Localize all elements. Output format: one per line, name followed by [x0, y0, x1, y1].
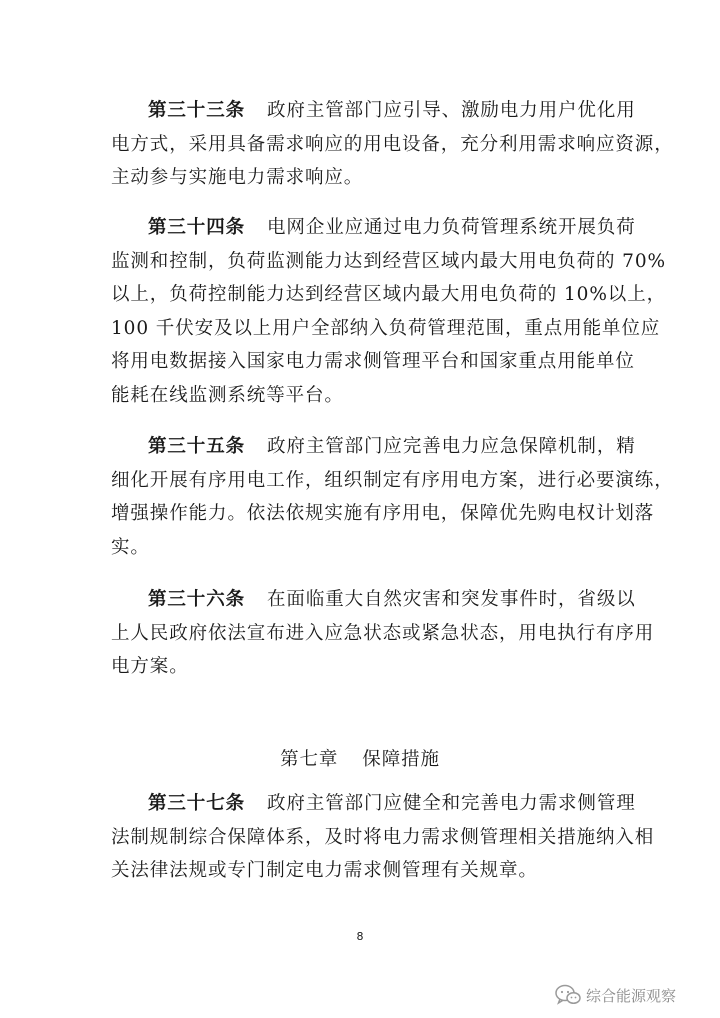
article-label: 第三十六条 — [148, 589, 246, 610]
article-label: 第三十五条 — [148, 436, 246, 457]
chapter-number: 第七章 — [280, 749, 339, 770]
article-33 — [111, 94, 674, 195]
chapter-heading — [0, 745, 720, 775]
article-line: 第三十六条 在面临重大自然灾害和突发事件时，省级以 — [148, 589, 636, 610]
article-line: 第三十三条 政府主管部门应引导、激励电力用户优化用 — [148, 100, 636, 121]
page-number: 8 — [356, 930, 364, 943]
article-line: 能耗在线监测系统等平台。 — [111, 384, 344, 406]
article-line: 100 千伏安及以上用户全部纳入负荷管理范围，重点用能单位应 — [111, 317, 661, 339]
article-line: 上人民政府依法宣布进入应急状态或紧急状态，用电执行有序用 — [111, 622, 655, 644]
article-line: 增强操作能力。依法依规实施有序用电，保障优先购电权计划落 — [111, 503, 655, 524]
article-36 — [111, 583, 655, 684]
article-line: 细化开展有序用电工作，组织制定有序用电方案，进行必要演练， — [111, 469, 674, 491]
article-line: 监测和控制，负荷监测能力达到经营区域内最大用电负荷的 70% — [111, 250, 667, 272]
watermark — [554, 982, 676, 1008]
article-line: 电方案。 — [111, 656, 189, 677]
article-line: 以上，负荷控制能力达到经营区域内最大用电负荷的 10%以上， — [111, 284, 667, 305]
article-line: 主动参与实施电力需求响应。 — [111, 167, 364, 188]
article-line: 实。 — [111, 536, 150, 558]
article-label: 第三十四条 — [148, 217, 246, 238]
watermark-text: 综合能源观察 — [586, 986, 677, 1005]
article-label: 第三十三条 — [148, 100, 246, 121]
article-label: 第三十七条 — [148, 793, 246, 814]
article-line: 法制规制综合保障体系，及时将电力需求侧管理相关措施纳入相 — [111, 826, 655, 848]
article-line: 第三十七条 政府主管部门应健全和完善电力需求侧管理 — [148, 793, 636, 814]
article-35 — [111, 430, 674, 564]
chapter-title: 保障措施 — [362, 749, 440, 770]
article-line: 第三十五条 政府主管部门应完善电力应急保障机制，精 — [148, 436, 636, 457]
wechat-icon — [554, 983, 582, 1007]
article-34 — [111, 211, 667, 412]
article-37 — [111, 787, 655, 888]
article-line: 电方式，采用具备需求响应的用电设备，充分利用需求响应资源， — [111, 133, 674, 155]
article-line: 将用电数据接入国家电力需求侧管理平台和国家重点用能单位 — [111, 351, 635, 372]
article-line: 第三十四条 电网企业应通过电力负荷管理系统开展负荷 — [148, 217, 636, 238]
article-line: 关法律法规或专门制定电力需求侧管理有关规章。 — [111, 860, 538, 881]
